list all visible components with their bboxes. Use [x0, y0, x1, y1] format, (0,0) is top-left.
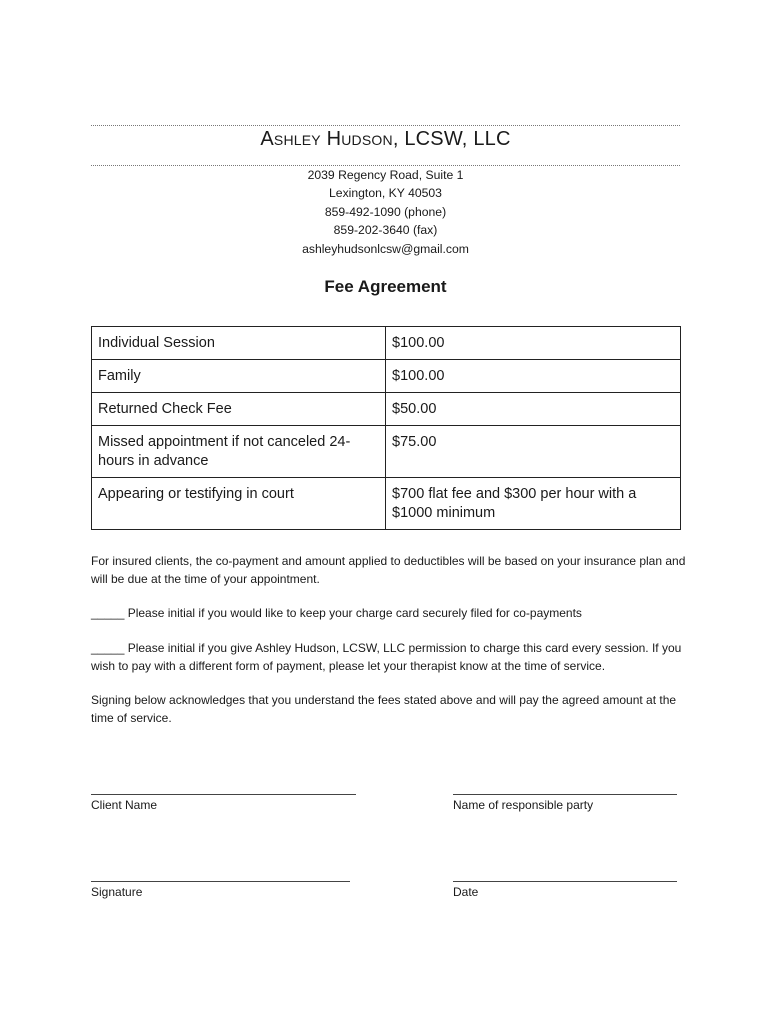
client-name-label: Client Name — [91, 798, 158, 812]
service-cell: Missed appointment if not canceled 24-hours in advance — [92, 426, 386, 478]
firm-name-suffix: , LCSW, LLC — [392, 128, 511, 150]
initial-permission-paragraph: _____ Please initial if you give Ashley Hudson, LCSW, LLC permission to charge this card every session. If you wish to pay with a different form of payment, please let your therapist know at the time of service. — [91, 641, 682, 673]
fee-cell: $100.00 — [386, 327, 681, 360]
service-cell: Family — [92, 360, 386, 393]
fee-cell: $75.00 — [386, 426, 681, 478]
firm-name-principal: Ashley Hudson — [260, 128, 393, 150]
street-address: 2039 Regency Road, Suite 1 — [307, 168, 464, 182]
city-state-zip: Lexington, KY 40503 — [329, 186, 442, 201]
table-row — [92, 426, 681, 478]
responsible-party-line — [453, 794, 677, 795]
fee-cell: $100.00 — [386, 360, 681, 393]
fee-cell: $700 flat fee and $300 per hour with a $1000 minimum — [386, 478, 681, 530]
signature-label: Signature — [91, 885, 143, 899]
date-line — [453, 881, 677, 882]
date-label: Date — [453, 885, 479, 899]
table-row — [92, 478, 681, 530]
document-title: Fee Agreement — [324, 277, 447, 296]
fee-table — [91, 326, 681, 530]
insurance-paragraph: For insured clients, the co-payment and amount applied to deductibles will be based on your insurance plan and will be due at the time of your appointment. — [91, 554, 686, 586]
header-top-divider — [91, 125, 680, 126]
responsible-party-label: Name of responsible party — [453, 798, 594, 812]
service-cell: Appearing or testifying in court — [92, 478, 386, 530]
email-address: ashleyhudsonlcsw@gmail.com — [302, 241, 469, 256]
firm-name — [91, 128, 680, 151]
phone-number: 859-492-1090 (phone) — [324, 204, 447, 219]
fee-cell: $50.00 — [386, 393, 681, 426]
client-name-line — [91, 794, 356, 795]
signature-line — [91, 881, 350, 882]
table-row — [92, 327, 681, 360]
initial-charge-card-line: _____ Please initial if you would like to keep your charge card securely filed for co-payments — [91, 606, 582, 620]
table-row — [92, 360, 681, 393]
table-row — [92, 393, 681, 426]
contact-block — [91, 166, 680, 258]
service-cell: Individual Session — [92, 327, 386, 360]
service-cell: Returned Check Fee — [92, 393, 386, 426]
acknowledgement-paragraph: Signing below acknowledges that you understand the fees stated above and will pay the agreed amount at the time of service. — [91, 693, 677, 725]
fax-number: 859-202-3640 (fax) — [333, 223, 438, 238]
